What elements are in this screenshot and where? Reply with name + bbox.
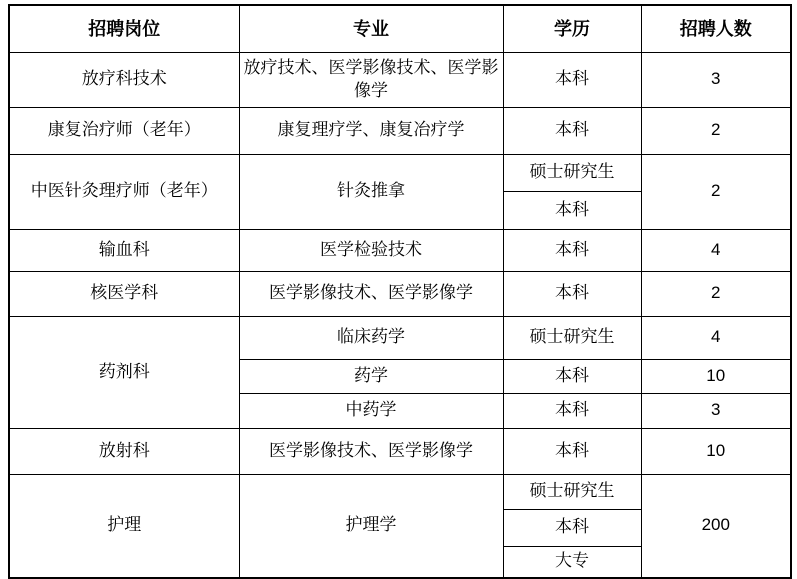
cell-count: 10: [641, 428, 791, 474]
header-major: 专业: [239, 5, 503, 52]
cell-major: 医学检验技术: [239, 229, 503, 271]
table-row-nursing: [9, 474, 791, 509]
cell-count: 2: [641, 107, 791, 154]
cell-position: 核医学科: [9, 271, 239, 316]
cell-education: 本科: [503, 52, 641, 107]
recruitment-table-container: [8, 4, 792, 579]
cell-education: 本科: [503, 229, 641, 271]
cell-count: 2: [641, 271, 791, 316]
cell-education: 本科: [503, 393, 641, 428]
cell-major: 临床药学: [239, 316, 503, 359]
cell-position: 药剂科: [9, 316, 239, 428]
cell-major: 中药学: [239, 393, 503, 428]
table-row-blood-transfusion: [9, 229, 791, 271]
cell-education: 本科: [503, 359, 641, 393]
header-headcount: 招聘人数: [641, 5, 791, 52]
cell-education: 本科: [503, 428, 641, 474]
cell-count: 3: [641, 52, 791, 107]
cell-major: 医学影像技术、医学影像学: [239, 428, 503, 474]
cell-major: 放疗技术、医学影像技术、医学影像学: [239, 52, 503, 107]
cell-count: 2: [641, 154, 791, 229]
cell-position: 护理: [9, 474, 239, 578]
cell-count: 4: [641, 229, 791, 271]
table-row-nuclear-medicine: [9, 271, 791, 316]
header-position: 招聘岗位: [9, 5, 239, 52]
cell-education: 硕士研究生: [503, 474, 641, 509]
table-row-radiology: [9, 428, 791, 474]
cell-education: 本科: [503, 107, 641, 154]
cell-education: 本科: [503, 509, 641, 546]
cell-position: 中医针灸理疗师（老年）: [9, 154, 239, 229]
header-education: 学历: [503, 5, 641, 52]
cell-major: 医学影像技术、医学影像学: [239, 271, 503, 316]
cell-education: 硕士研究生: [503, 154, 641, 191]
cell-education: 大专: [503, 546, 641, 578]
cell-major: 康复理疗学、康复冶疗学: [239, 107, 503, 154]
table-row-rehab-therapist: [9, 107, 791, 154]
header-row: [9, 5, 791, 52]
cell-count: 3: [641, 393, 791, 428]
cell-position: 放疗科技术: [9, 52, 239, 107]
cell-position: 放射科: [9, 428, 239, 474]
cell-education: 本科: [503, 271, 641, 316]
cell-major: 护理学: [239, 474, 503, 578]
cell-position: 康复治疗师（老年）: [9, 107, 239, 154]
cell-count: 10: [641, 359, 791, 393]
cell-count: 4: [641, 316, 791, 359]
cell-position: 输血科: [9, 229, 239, 271]
cell-count: 200: [641, 474, 791, 578]
cell-education: 本科: [503, 191, 641, 229]
table-row-acupuncture-therapist: [9, 154, 791, 191]
cell-major: 针灸推拿: [239, 154, 503, 229]
table-row-radiotherapy-tech: [9, 52, 791, 107]
recruitment-table: [8, 4, 792, 579]
cell-major: 药学: [239, 359, 503, 393]
table-row-pharmacy: [9, 316, 791, 359]
cell-education: 硕士研究生: [503, 316, 641, 359]
